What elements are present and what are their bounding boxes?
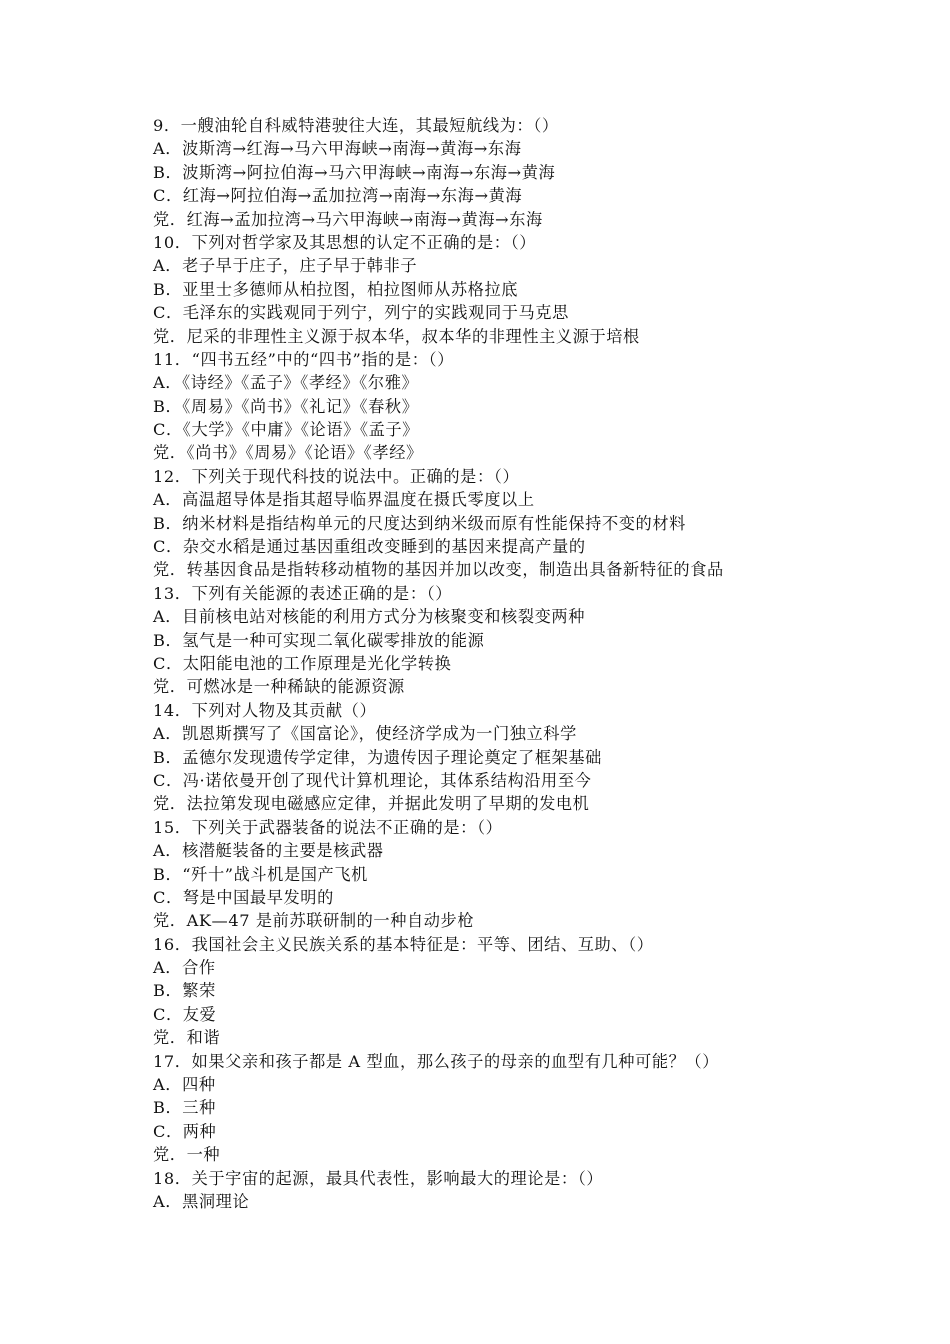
question-16	[153, 933, 833, 1050]
question-stem: 16．我国社会主义民族关系的基本特征是：平等、团结、互助、（）	[153, 934, 654, 954]
option-c: C．友爱	[153, 1004, 217, 1024]
question-18	[153, 1167, 833, 1214]
question-14	[153, 699, 833, 816]
option-b: B．氢气是一种可实现二氧化碳零排放的能源	[153, 630, 485, 650]
option-b: B．《周易》《尚书》《礼记》《春秋》	[153, 396, 419, 416]
question-15	[153, 816, 833, 933]
option-d: 党．《尚书》《周易》《论语》《孝经》	[153, 443, 423, 463]
option-c: C．两种	[153, 1121, 217, 1141]
option-c: C．红海→阿拉伯海→孟加拉湾→南海→东海→黄海	[153, 186, 523, 206]
question-stem: 12．下列关于现代科技的说法中。正确的是：（）	[153, 466, 520, 486]
question-stem: 13．下列有关能源的表述正确的是：（）	[153, 583, 453, 603]
question-stem: 15．下列关于武器装备的说法不正确的是：（）	[153, 817, 503, 837]
question-13	[153, 582, 833, 699]
option-a: A．目前核电站对核能的利用方式分为核聚变和核裂变两种	[153, 607, 585, 627]
option-c: C．毛泽东的实践观同于列宁，列宁的实践观同于马克思	[153, 303, 569, 323]
question-list	[153, 114, 833, 1213]
option-a: A．合作	[153, 958, 216, 978]
option-b: B．亚里士多德师从柏拉图，柏拉图师从苏格拉底	[153, 279, 519, 299]
option-c: C．杂交水稻是通过基因重组改变睡到的基因来提高产量的	[153, 537, 586, 557]
option-b: B．“歼十”战斗机是国产飞机	[153, 864, 368, 884]
option-a: A．四种	[153, 1075, 216, 1095]
question-stem: 11．“四书五经”中的“四书”指的是：（）	[153, 349, 455, 369]
option-b: B．波斯湾→阿拉伯海→马六甲海峡→南海→东海→黄海	[153, 162, 556, 182]
option-d: 党．一种	[153, 1145, 221, 1165]
option-d: 党．AK—47 是前苏联研制的一种自动步枪	[153, 911, 475, 931]
question-stem: 17．如果父亲和孩子都是 A 型血，那么孩子的母亲的血型有几种可能？（）	[153, 1051, 719, 1071]
option-a: A．核潜艇装备的主要是核武器	[153, 841, 384, 861]
question-stem: 18．关于宇宙的起源，最具代表性，影响最大的理论是：（）	[153, 1168, 604, 1188]
option-a: A．波斯湾→红海→马六甲海峡→南海→黄海→东海	[153, 139, 522, 159]
option-d: 党．尼采的非理性主义源于叔本华，叔本华的非理性主义源于培根	[153, 326, 640, 346]
option-c: C．《大学》《中庸》《论语》《孟子》	[153, 420, 419, 440]
option-a: A．黑洞理论	[153, 1191, 250, 1211]
option-b: B．三种	[153, 1098, 216, 1118]
question-10	[153, 231, 833, 348]
option-c: C．弩是中国最早发明的	[153, 887, 334, 907]
option-a: A．高温超导体是指其超导临界温度在摄氏零度以上	[153, 490, 535, 510]
option-d: 党．可燃冰是一种稀缺的能源资源	[153, 677, 405, 697]
option-c: C．冯·诺依曼开创了现代计算机理论，其体系结构沿用至今	[153, 770, 592, 790]
option-d: 党．红海→孟加拉湾→马六甲海峡→南海→黄海→东海	[153, 209, 543, 229]
option-a: A．老子早于庄子，庄子早于韩非子	[153, 256, 418, 276]
question-9	[153, 114, 833, 231]
question-stem: 9．一艘油轮自科威特港驶往大连，其最短航线为：（）	[153, 116, 559, 135]
option-d: 党．和谐	[153, 1028, 221, 1048]
question-17	[153, 1050, 833, 1167]
option-a: A．《诗经》《孟子》《孝经》《尔雅》	[153, 373, 419, 393]
option-d: 党．转基因食品是指转移动植物的基因并加以改变，制造出具备新特征的食品	[153, 560, 724, 580]
option-c: C．太阳能电池的工作原理是光化学转换	[153, 653, 452, 673]
question-stem: 10．下列对哲学家及其思想的认定不正确的是：（）	[153, 232, 537, 252]
option-b: B．孟德尔发现遗传学定律，为遗传因子理论奠定了框架基础	[153, 747, 602, 767]
option-d: 党．法拉第发现电磁感应定律，并据此发明了早期的发电机	[153, 794, 590, 814]
option-b: B．纳米材料是指结构单元的尺度达到纳米级而原有性能保持不变的材料	[153, 513, 686, 533]
option-b: B．繁荣	[153, 981, 216, 1001]
question-stem: 14．下列对人物及其贡献（）	[153, 700, 377, 720]
option-a: A．凯恩斯撰写了《国富论》，使经济学成为一门独立科学	[153, 724, 577, 744]
question-11	[153, 348, 833, 465]
question-12	[153, 465, 833, 582]
